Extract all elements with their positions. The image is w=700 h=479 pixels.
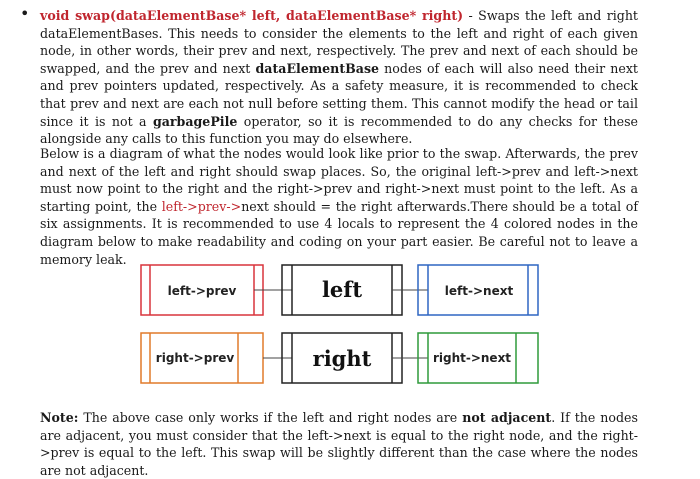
intro-text-2: next should = the right afterwards.There should be a total of six assignments. It is recommended to use 4 locals to represent the 4 colored nodes in the diagram below to make readability and coding on your part easier. Be careful not to leave a memory leak.	[40, 198, 638, 267]
label-left: left	[321, 277, 363, 302]
label-right: right	[312, 346, 372, 371]
label-right-prev: right->prev	[155, 351, 235, 365]
note-label: Note:	[40, 410, 79, 425]
function-signature: void swap(dataElementBase* left, dataElementBase* right)	[40, 8, 464, 23]
node-left	[282, 265, 402, 315]
node-left-prev	[141, 265, 263, 315]
desc-text-3: operator, so it is recommended to do any checks for these alongside any calls to this function you may do elsewhere.	[40, 113, 638, 147]
bullet-icon: •	[20, 4, 30, 23]
desc-bold-1: dataElementBase	[255, 60, 380, 76]
node-left-next	[418, 265, 538, 315]
node-right-prev	[141, 333, 263, 383]
label-right-next: right->next	[432, 351, 512, 365]
note-text-2: . If the nodes are adjacent, you must consider that the left->next is equal to the right node, and the right->prev is equal to the left. This swap will be slightly different than the case where the nodes are not adjacent.	[40, 410, 638, 478]
intro-highlight: left->prev->	[161, 198, 242, 214]
label-left-prev: left->prev	[167, 284, 237, 298]
node-right	[282, 333, 402, 383]
desc-text-1: - Swaps the left and right dataElementBases. This needs to consider the elements to the left and right of each given node, in other words, their prev and next, respectively. The prev and next of each should be swapped, and the prev and next	[40, 8, 638, 76]
note-text-1: The above case only works if the left and right nodes are	[78, 410, 463, 425]
node-right-next	[418, 333, 538, 383]
intro-text-1: Below is a diagram of what the nodes would look like prior to the swap. Afterwards, the prev and next of the left and right should swap places. So, the original left->prev and left->next must now point to the right and the right->prev and right->next must point to the left. As a starting point, the	[40, 146, 638, 214]
desc-text-2: nodes of each will also need their next and prev pointers updated, respectively. As a safety measure, it is recommended to check that prev and next are each not null before setting them. This cannot modify the head or tail since it is not a	[40, 60, 638, 129]
note-bold: not adjacent	[462, 410, 552, 425]
note-paragraph	[40, 409, 638, 479]
desc-bold-2: garbagePile	[152, 113, 238, 129]
label-left-next: left->next	[444, 284, 514, 298]
